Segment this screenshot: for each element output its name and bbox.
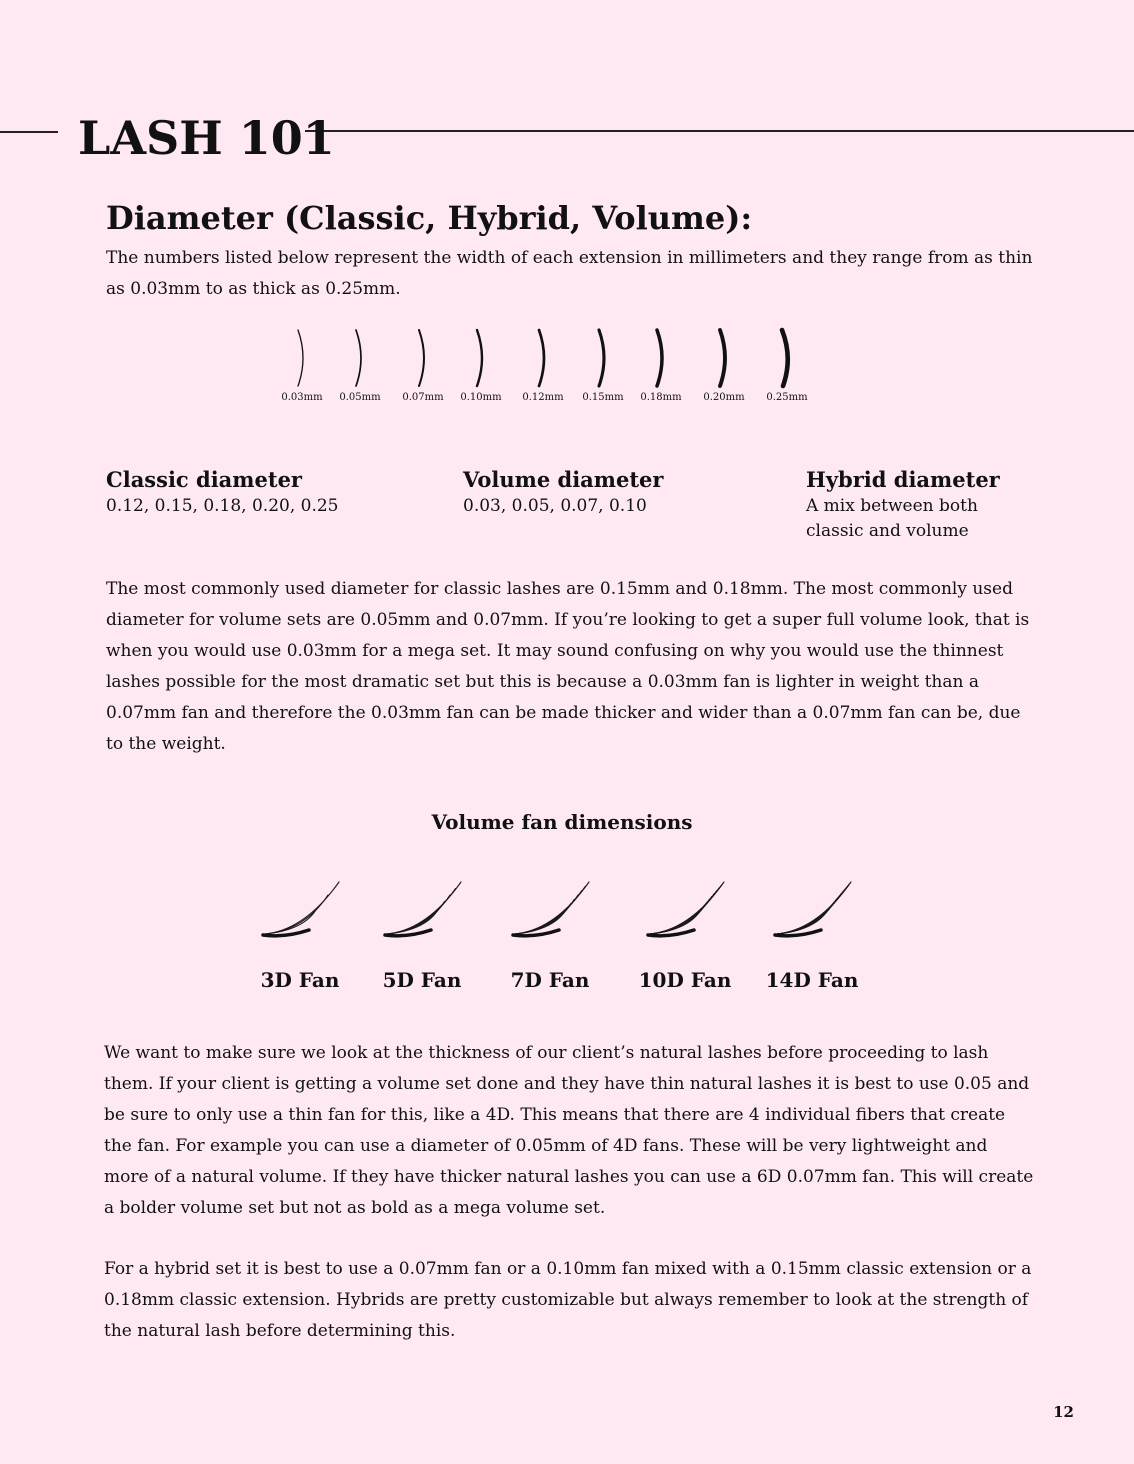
volume-diameter-block <box>463 466 763 519</box>
hybrid-diameter-block <box>806 466 1006 544</box>
lash-fiber <box>515 891 582 934</box>
lash-fiber <box>650 885 722 934</box>
lash-fan-icon <box>377 876 467 946</box>
diameter-chart <box>270 326 830 426</box>
lash-icon <box>413 326 433 390</box>
lash-icon <box>471 326 491 390</box>
diameter-label: 0.03mm <box>281 392 323 403</box>
lash-fiber <box>777 882 851 934</box>
lash-fiber <box>777 888 846 934</box>
lash-fan-icon <box>505 876 595 946</box>
lash-fiber <box>515 904 571 934</box>
hybrid-diameter-description: A mix between both classic and volume <box>806 496 978 541</box>
title-rule-right <box>305 130 1134 132</box>
lash-icon <box>292 326 312 390</box>
lash-fiber <box>650 902 707 934</box>
fan-item <box>635 876 735 992</box>
diameter-label: 0.05mm <box>339 392 381 403</box>
lash-fiber <box>515 882 589 934</box>
lash-fiber <box>515 886 585 934</box>
lash-icon <box>350 326 370 390</box>
section-heading: Diameter (Classic, Hybrid, Volume): <box>106 199 753 237</box>
fan-item <box>500 876 600 992</box>
lash-fiber <box>265 882 339 934</box>
lash-fiber <box>777 900 836 934</box>
fan-label: 10D Fan <box>638 968 732 992</box>
fan-item <box>250 876 350 992</box>
fan-item <box>762 876 862 992</box>
lash-fiber <box>777 896 839 934</box>
lash-fiber <box>777 886 848 934</box>
lash-icon <box>714 326 734 390</box>
lash-fiber <box>387 902 445 935</box>
lash-fiber <box>777 902 834 934</box>
volume-diameter-title: Volume diameter <box>463 467 664 492</box>
natural-lash-paragraph: We want to make sure we look at the thickness of our client’s natural lashes before proceeding to lash them. If your client is getting a volume set done and they have thin natural lashes it is best to use 0.05 and be sure to only use a thin fan for this, like a 4D. This means that there are 4 individual fibers that create the fan. For example you can use a diameter of 0.05mm of 4D fans. These will be very lightweight and more of a natural volume. If they have thicker natural lashes you can use a 6D 0.07mm fan. This will create a bolder volume set but not as bold as a mega volume set. <box>104 1043 1034 1218</box>
fan-label: 5D Fan <box>382 968 462 992</box>
diameter-label: 0.15mm <box>582 392 624 403</box>
lash-fiber <box>515 895 578 934</box>
diameter-item <box>453 326 509 403</box>
lash-fiber <box>515 899 574 934</box>
diameter-item <box>759 326 815 403</box>
fan-label: 14D Fan <box>765 968 859 992</box>
classic-diameter-block <box>106 466 406 519</box>
lash-fiber <box>777 890 844 934</box>
lash-icon <box>651 326 671 390</box>
lash-fiber <box>650 905 704 934</box>
diameter-item <box>332 326 388 403</box>
page-title: LASH 101 <box>78 111 335 165</box>
lash-fiber <box>650 891 717 934</box>
hybrid-diameter-title: Hybrid diameter <box>806 467 1000 492</box>
lash-fiber <box>650 882 724 934</box>
fan-label: 3D Fan <box>260 968 340 992</box>
lash-fiber <box>777 892 843 934</box>
lash-fiber <box>387 889 456 935</box>
title-rule-left <box>0 131 58 133</box>
lash-icon <box>777 326 797 390</box>
lash-fan-icon <box>640 876 730 946</box>
lash-fiber <box>650 896 712 934</box>
lash-fiber <box>650 888 719 934</box>
classic-diameter-values: 0.12, 0.15, 0.18, 0.20, 0.25 <box>106 496 339 516</box>
lash-fiber <box>650 899 709 934</box>
lash-fiber <box>387 895 450 934</box>
diameter-item <box>274 326 330 403</box>
lash-fiber <box>265 895 328 934</box>
fan-section-heading: Volume fan dimensions <box>431 810 693 834</box>
page-number: 12 <box>1053 1403 1074 1421</box>
lash-fiber <box>777 904 832 934</box>
diameter-label: 0.10mm <box>460 392 502 403</box>
diameter-item <box>395 326 451 403</box>
lash-icon <box>533 326 553 390</box>
lash-fiber <box>777 898 837 934</box>
intro-paragraph: The numbers listed below represent the width of each extension in millimeters and they range from as thin as 0.03mm to as thick as 0.25mm. <box>106 248 1033 299</box>
lash-fan-icon <box>767 876 857 946</box>
lash-fiber <box>777 884 849 934</box>
lash-icon <box>593 326 613 390</box>
diameter-item <box>696 326 752 403</box>
diameter-label: 0.12mm <box>522 392 564 403</box>
diameter-label: 0.07mm <box>402 392 444 403</box>
classic-diameter-title: Classic diameter <box>106 467 302 492</box>
diameter-label: 0.20mm <box>703 392 745 403</box>
diameter-item <box>515 326 571 403</box>
diameter-item <box>575 326 631 403</box>
diameter-item <box>633 326 689 403</box>
volume-diameter-values: 0.03, 0.05, 0.07, 0.10 <box>463 496 647 516</box>
diameter-label: 0.25mm <box>766 392 808 403</box>
lash-fiber <box>777 894 841 934</box>
fan-label: 7D Fan <box>510 968 590 992</box>
hybrid-set-paragraph: For a hybrid set it is best to use a 0.07mm fan or a 0.10mm fan mixed with a 0.15mm classic extension or a 0.18mm classic extension. Hybrids are pretty customizable but always remember to look at the strength of the natural lash before determining this. <box>104 1259 1032 1341</box>
lash-fiber <box>387 882 461 934</box>
fan-item <box>372 876 472 992</box>
diameter-explanation-paragraph: The most commonly used diameter for classic lashes are 0.15mm and 0.18mm. The most commonly used diameter for volume sets are 0.05mm and 0.07mm. If you’re looking to get a super full volume look, that is when you would use 0.03mm for a mega set. It may sound confusing on why you would use the thinnest lashes possible for the most dramatic set but this is because a 0.03mm fan is lighter in weight than a 0.07mm fan and therefore the 0.03mm fan can be made thicker and wider than a 0.07mm fan can be, due to the weight. <box>106 579 1030 754</box>
lash-fan-icon <box>255 876 345 946</box>
lash-fiber <box>650 894 714 934</box>
diameter-label: 0.18mm <box>640 392 682 403</box>
